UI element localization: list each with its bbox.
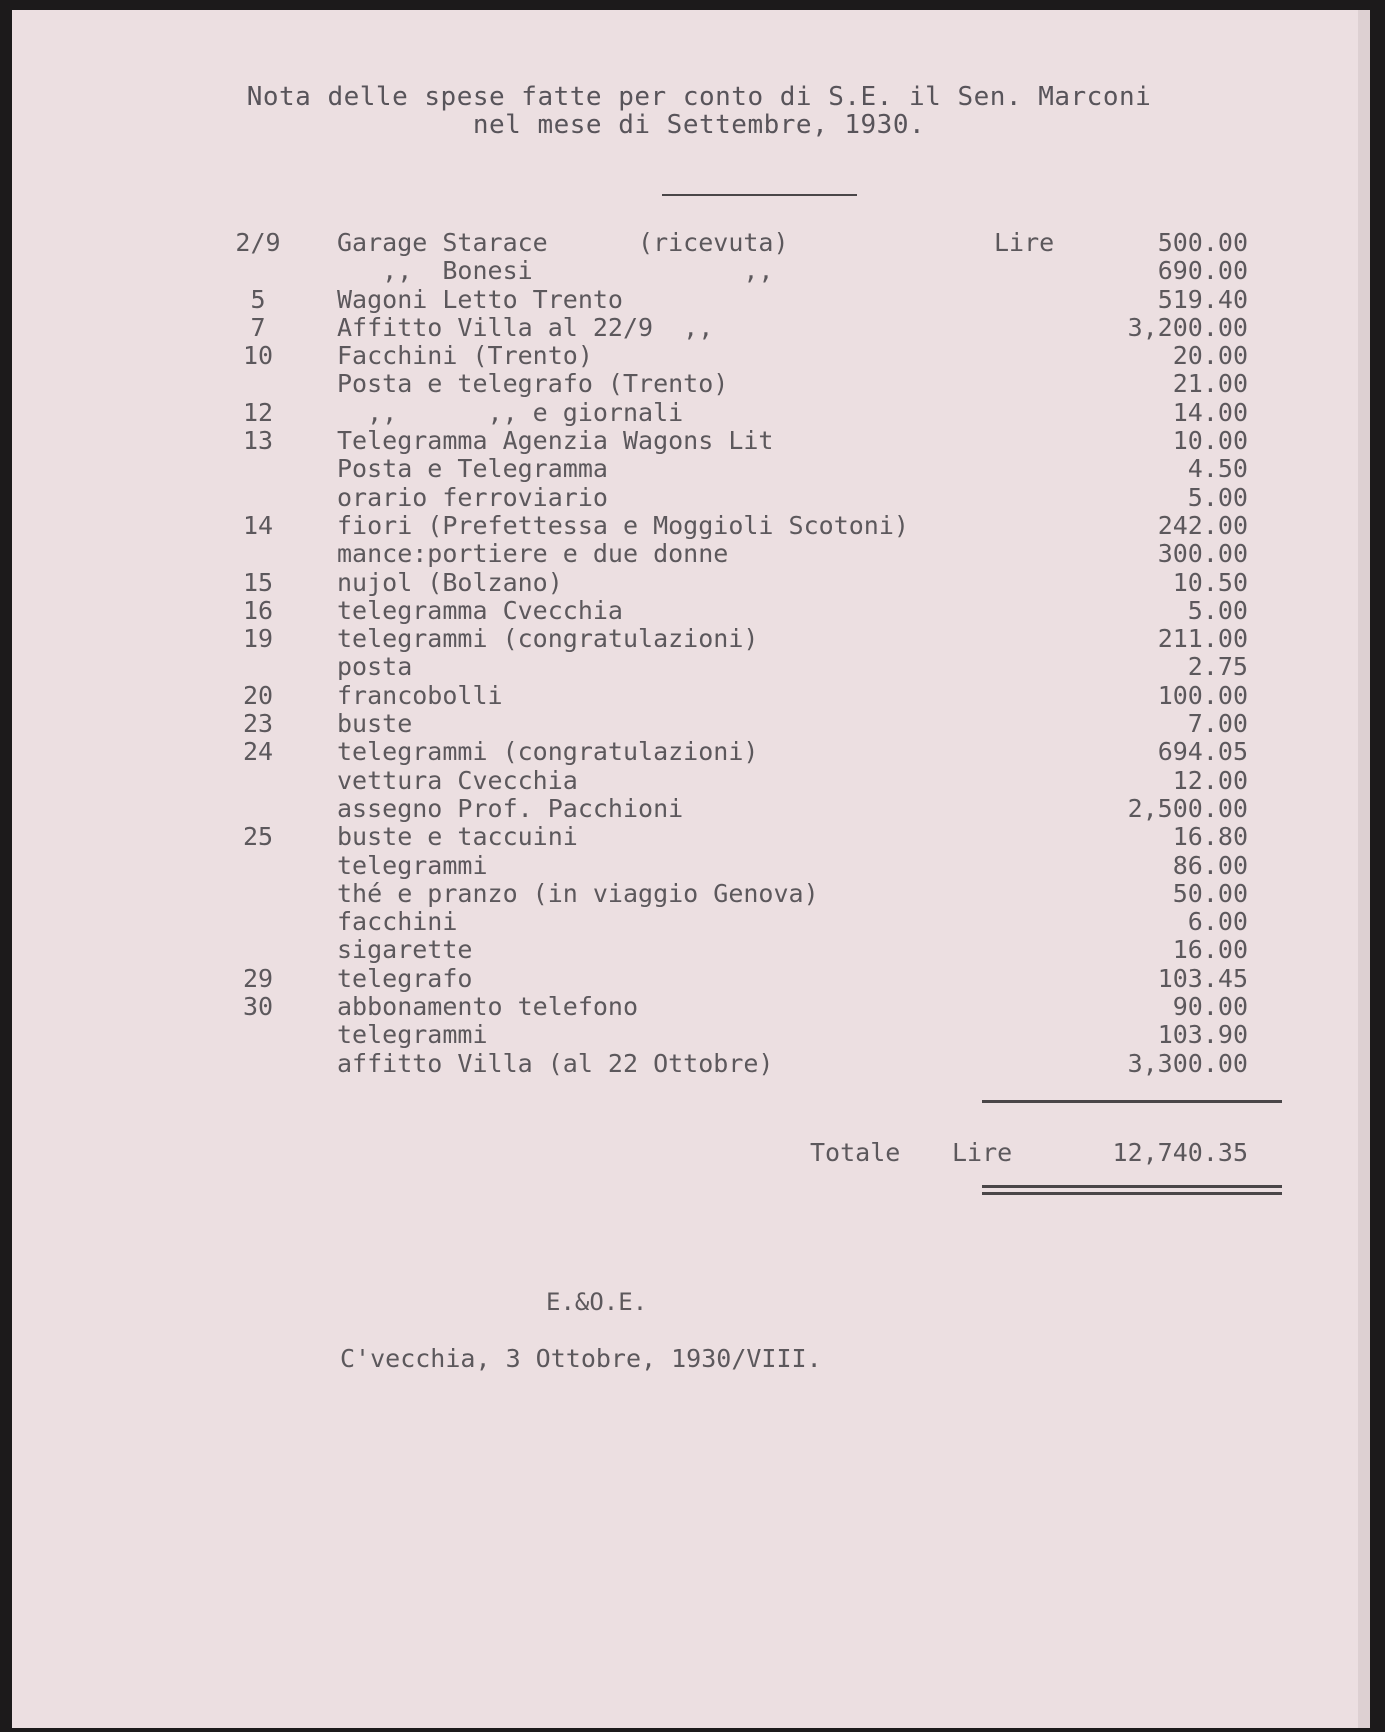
expense-row [12,652,1370,680]
expense-row [12,1049,1370,1077]
expense-amount: 500.00 [1157,228,1248,257]
place-date-line: C'vecchia, 3 Ottobre, 1930/VIII. [340,1344,822,1373]
expense-row [12,992,1370,1020]
expense-row [12,369,1370,397]
expense-list [12,228,1370,1077]
expense-row [12,539,1370,567]
expense-day: 23 [242,709,274,739]
expense-row [12,935,1370,963]
expense-day: 30 [242,992,274,1022]
document-title: Nota delle spese fatte per conto di S.E. il Sen. Marconi [246,82,1152,112]
expense-amount: 242.00 [1157,510,1248,540]
expense-amount: 2,500.00 [1127,793,1248,823]
expense-row [12,1020,1370,1048]
expense-amount: 3,300.00 [1127,1048,1248,1078]
expense-day: 2/9 [235,228,281,257]
expense-amount: 211.00 [1157,624,1248,654]
expense-amount: 50.00 [1172,878,1248,908]
expense-row [12,483,1370,511]
expense-description: Posta e telegrafo (Trento) [337,369,729,399]
expense-description: buste [337,709,413,739]
expense-description: abbonamento telefono [337,992,639,1022]
expense-description: ,, ,, e giornali [337,397,684,427]
expense-day: 7 [250,312,266,342]
expense-description: telegrammi [337,850,488,880]
expense-amount: 21.00 [1172,369,1248,399]
expense-amount: 12.00 [1172,765,1248,795]
expense-row [12,454,1370,482]
expense-description: telegrafo [337,963,473,993]
expense-row [12,341,1370,369]
expense-amount: 100.00 [1157,680,1248,710]
expense-row [12,596,1370,624]
expense-day: 19 [242,624,274,654]
expense-description: Wagoni Letto Trento [337,284,623,314]
expense-amount: 5.00 [1187,595,1248,625]
expense-amount: 519.40 [1157,284,1248,314]
total-currency: Lire [952,1138,1013,1167]
expense-amount: 300.00 [1157,539,1248,569]
expense-day: 16 [242,595,274,625]
expense-row [12,964,1370,992]
expense-row [12,851,1370,879]
expense-day: 29 [242,963,274,993]
expense-amount: 103.45 [1157,963,1248,993]
expense-description: Affitto Villa al 22/9 ,, [337,312,714,342]
expense-day: 20 [242,680,274,710]
errors-omissions-note: E.&O.E. [546,1288,648,1316]
expense-description: Facchini (Trento) [337,341,593,371]
expense-description: affitto Villa (al 22 Ottobre) [337,1048,774,1078]
expense-amount: 4.50 [1187,454,1248,484]
total-divider [982,1100,1282,1103]
expense-row [12,568,1370,596]
expense-row [12,737,1370,765]
expense-description: vettura Cvecchia [337,765,578,795]
expense-description: fiori (Prefettessa e Moggioli Scotoni) [337,510,909,540]
total-value: 12,740.35 [1112,1138,1248,1167]
expense-description: Telegramma Agenzia Wagons Lit [337,426,774,456]
expense-amount: 3,200.00 [1127,312,1248,342]
expense-day: 12 [242,397,274,427]
expense-row [12,256,1370,284]
expense-amount: 694.05 [1157,737,1248,767]
expense-amount: 103.90 [1157,1020,1248,1050]
expense-amount: 10.00 [1172,426,1248,456]
expense-amount: 16.00 [1172,935,1248,965]
expense-row [12,879,1370,907]
expense-row [12,313,1370,341]
header-divider [662,194,857,196]
expense-amount: 7.00 [1187,709,1248,739]
expense-description: thé e pranzo (in viaggio Genova) [337,878,819,908]
expense-description: nujol (Bolzano) [337,567,563,597]
total-double-rule-bottom [982,1192,1282,1195]
document-page [12,10,1370,1728]
expense-row [12,426,1370,454]
expense-day: 10 [242,341,274,371]
expense-description: Garage Starace (ricevuta) [337,228,789,257]
expense-row [12,228,1370,256]
expense-day: 25 [242,822,274,852]
expense-row [12,681,1370,709]
expense-day: 13 [242,426,274,456]
expense-amount: 20.00 [1172,341,1248,371]
expense-description: mance:portiere e due donne [337,539,729,569]
expense-day: 24 [242,737,274,767]
expense-description: facchini [337,907,458,937]
expense-amount: 5.00 [1187,482,1248,512]
expense-day: 14 [242,510,274,540]
expense-description: assegno Prof. Pacchioni [337,793,684,823]
page-margin [1358,10,1370,1728]
expense-row [12,822,1370,850]
expense-description: orario ferroviario [337,482,608,512]
expense-day: 5 [250,284,266,314]
expense-row [12,907,1370,935]
expense-amount: 6.00 [1187,907,1248,937]
expense-amount: 86.00 [1172,850,1248,880]
expense-amount: 14.00 [1172,397,1248,427]
expense-description: telegrammi [337,1020,488,1050]
expense-description: telegrammi (congratulazioni) [337,624,759,654]
currency-label: Lire [994,228,1055,257]
expense-description: Posta e Telegramma [337,454,608,484]
expense-row [12,709,1370,737]
expense-row [12,511,1370,539]
expense-amount: 2.75 [1187,652,1248,682]
expense-description: posta [337,652,413,682]
total-double-rule-top [982,1185,1282,1188]
expense-row [12,398,1370,426]
expense-row [12,766,1370,794]
expense-row [12,624,1370,652]
expense-description: buste e taccuini [337,822,578,852]
expense-description: sigarette [337,935,473,965]
expense-description: francobolli [337,680,503,710]
expense-amount: 16.80 [1172,822,1248,852]
expense-description: telegramma Cvecchia [337,595,623,625]
expense-day: 15 [242,567,274,597]
document-subtitle: nel mese di Settembre, 1930. [472,110,926,140]
expense-description: ,, Bonesi ,, [337,256,774,286]
expense-amount: 690.00 [1157,256,1248,286]
expense-description: telegrammi (congratulazioni) [337,737,759,767]
expense-amount: 90.00 [1172,992,1248,1022]
total-label: Totale [810,1138,901,1167]
expense-amount: 10.50 [1172,567,1248,597]
expense-row [12,794,1370,822]
expense-row [12,285,1370,313]
